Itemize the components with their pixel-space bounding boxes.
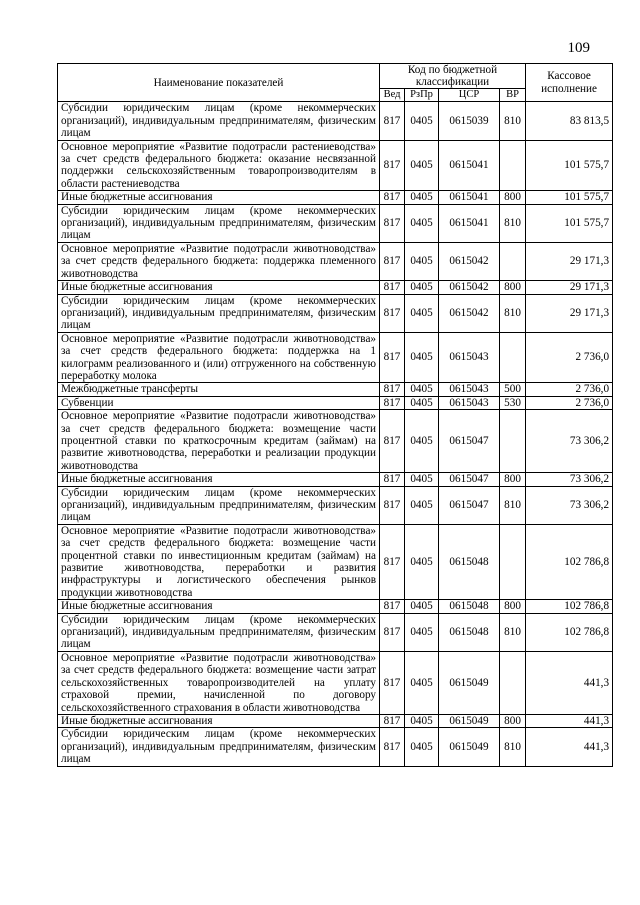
row-name: Субсидии юридическим лицам (кроме некоммерческих организаций), индивидуальным предпринимателям, физическим лицам <box>58 294 380 332</box>
row-csr: 0615041 <box>439 191 500 204</box>
row-ved: 817 <box>380 242 405 280</box>
row-vr: 810 <box>500 294 526 332</box>
row-rzpr: 0405 <box>405 332 439 383</box>
row-vr: 800 <box>500 600 526 613</box>
row-rzpr: 0405 <box>405 714 439 727</box>
row-csr: 0615048 <box>439 613 500 651</box>
row-ved: 817 <box>380 102 405 140</box>
row-vr: 810 <box>500 204 526 242</box>
row-name: Субсидии юридическим лицам (кроме некоммерческих организаций), индивидуальным предпринимателям, физическим лицам <box>58 728 380 766</box>
row-vr <box>500 140 526 191</box>
row-vr <box>500 242 526 280</box>
row-csr: 0615041 <box>439 204 500 242</box>
row-rzpr: 0405 <box>405 281 439 294</box>
row-amount: 101 575,7 <box>526 191 613 204</box>
row-ved: 817 <box>380 396 405 409</box>
row-vr <box>500 524 526 599</box>
row-name: Иные бюджетные ассигнования <box>58 191 380 204</box>
row-amount: 2 736,0 <box>526 332 613 383</box>
row-vr: 530 <box>500 396 526 409</box>
row-ved: 817 <box>380 410 405 473</box>
row-vr <box>500 410 526 473</box>
row-vr <box>500 651 526 714</box>
row-rzpr: 0405 <box>405 473 439 486</box>
row-amount: 441,3 <box>526 651 613 714</box>
table-row <box>58 651 613 714</box>
row-name: Субсидии юридическим лицам (кроме некоммерческих организаций), индивидуальным предпринимателям, физическим лицам <box>58 204 380 242</box>
row-amount: 29 171,3 <box>526 281 613 294</box>
table-row <box>58 281 613 294</box>
row-csr: 0615049 <box>439 728 500 766</box>
page-number: 109 <box>567 40 590 56</box>
row-name: Основное мероприятие «Развитие подотрасли животноводства» за счет средств федерального бюджета: возмещение части процентной ставки по инвестиционным кредитам (займам) на развитие животноводства, переработки и развития инфраструктуры и логистического обеспечения рынков продукции животноводства <box>58 524 380 599</box>
row-amount: 2 736,0 <box>526 383 613 396</box>
header-rzpr: РзПр <box>405 89 439 102</box>
row-amount: 102 786,8 <box>526 600 613 613</box>
row-rzpr: 0405 <box>405 651 439 714</box>
row-amount: 101 575,7 <box>526 204 613 242</box>
row-vr: 810 <box>500 613 526 651</box>
header-name: Наименование показателей <box>58 64 380 102</box>
row-name: Основное мероприятие «Развитие подотрасли животноводства» за счет средств федерального бюджета: поддержка на 1 килограмм реализованного и (или) отгруженного на собственную переработку молока <box>58 332 380 383</box>
table-row <box>58 600 613 613</box>
table-row <box>58 473 613 486</box>
row-amount: 441,3 <box>526 728 613 766</box>
row-ved: 817 <box>380 383 405 396</box>
table-row <box>58 524 613 599</box>
row-vr: 810 <box>500 728 526 766</box>
header-execution: Кассовое исполнение <box>526 64 613 102</box>
row-amount: 29 171,3 <box>526 242 613 280</box>
row-csr: 0615048 <box>439 600 500 613</box>
row-ved: 817 <box>380 714 405 727</box>
row-vr: 810 <box>500 102 526 140</box>
row-ved: 817 <box>380 191 405 204</box>
row-ved: 817 <box>380 651 405 714</box>
row-csr: 0615041 <box>439 140 500 191</box>
row-rzpr: 0405 <box>405 204 439 242</box>
row-csr: 0615047 <box>439 473 500 486</box>
row-vr: 800 <box>500 191 526 204</box>
row-csr: 0615043 <box>439 332 500 383</box>
row-vr: 800 <box>500 281 526 294</box>
row-csr: 0615047 <box>439 410 500 473</box>
row-ved: 817 <box>380 204 405 242</box>
row-rzpr: 0405 <box>405 486 439 524</box>
table-row <box>58 204 613 242</box>
row-rzpr: 0405 <box>405 728 439 766</box>
row-csr: 0615049 <box>439 651 500 714</box>
table-row <box>58 383 613 396</box>
table-row <box>58 191 613 204</box>
row-name: Иные бюджетные ассигнования <box>58 600 380 613</box>
row-ved: 817 <box>380 600 405 613</box>
table-row <box>58 102 613 140</box>
row-ved: 817 <box>380 613 405 651</box>
table-row <box>58 486 613 524</box>
row-csr: 0615042 <box>439 281 500 294</box>
row-amount: 101 575,7 <box>526 140 613 191</box>
row-csr: 0615042 <box>439 294 500 332</box>
row-amount: 29 171,3 <box>526 294 613 332</box>
row-amount: 73 306,2 <box>526 473 613 486</box>
row-name: Иные бюджетные ассигнования <box>58 281 380 294</box>
row-vr: 810 <box>500 486 526 524</box>
row-amount: 73 306,2 <box>526 486 613 524</box>
row-rzpr: 0405 <box>405 524 439 599</box>
row-ved: 817 <box>380 524 405 599</box>
row-amount: 441,3 <box>526 714 613 727</box>
table-row <box>58 332 613 383</box>
table-row <box>58 410 613 473</box>
row-rzpr: 0405 <box>405 102 439 140</box>
table-row <box>58 714 613 727</box>
row-name: Иные бюджетные ассигнования <box>58 714 380 727</box>
row-ved: 817 <box>380 473 405 486</box>
table-row <box>58 140 613 191</box>
row-ved: 817 <box>380 281 405 294</box>
header-vr: ВР <box>500 89 526 102</box>
row-name: Основное мероприятие «Развитие подотрасли животноводства» за счет средств федерального бюджета: возмещение части процентной ставки по краткосрочным кредитам (займам) на развитие животноводства, переработки и реализации продукции животноводства <box>58 410 380 473</box>
row-rzpr: 0405 <box>405 396 439 409</box>
row-name: Основное мероприятие «Развитие подотрасли животноводства» за счет средств федерального бюджета: поддержка племенного животноводства <box>58 242 380 280</box>
row-ved: 817 <box>380 140 405 191</box>
table-row <box>58 613 613 651</box>
table-row <box>58 728 613 766</box>
row-amount: 73 306,2 <box>526 410 613 473</box>
row-name: Субвенции <box>58 396 380 409</box>
table-row <box>58 242 613 280</box>
row-rzpr: 0405 <box>405 383 439 396</box>
row-vr <box>500 332 526 383</box>
row-name: Субсидии юридическим лицам (кроме некоммерческих организаций), индивидуальным предпринимателям, физическим лицам <box>58 102 380 140</box>
table-header <box>58 64 613 102</box>
row-amount: 2 736,0 <box>526 396 613 409</box>
row-rzpr: 0405 <box>405 191 439 204</box>
row-name: Основное мероприятие «Развитие подотрасли растениеводства» за счет средств федерального бюджета: оказание несвязанной поддержки сельскохозяйственным товаропроизводителям в области растениеводства <box>58 140 380 191</box>
header-csr: ЦСР <box>439 89 500 102</box>
budget-table <box>57 63 613 767</box>
row-csr: 0615042 <box>439 242 500 280</box>
row-ved: 817 <box>380 728 405 766</box>
row-csr: 0615047 <box>439 486 500 524</box>
row-rzpr: 0405 <box>405 613 439 651</box>
row-vr: 800 <box>500 473 526 486</box>
row-ved: 817 <box>380 486 405 524</box>
table-row <box>58 294 613 332</box>
row-vr: 500 <box>500 383 526 396</box>
row-rzpr: 0405 <box>405 294 439 332</box>
row-csr: 0615043 <box>439 396 500 409</box>
row-amount: 102 786,8 <box>526 524 613 599</box>
row-csr: 0615049 <box>439 714 500 727</box>
row-rzpr: 0405 <box>405 140 439 191</box>
row-ved: 817 <box>380 332 405 383</box>
row-vr: 800 <box>500 714 526 727</box>
row-rzpr: 0405 <box>405 242 439 280</box>
row-rzpr: 0405 <box>405 410 439 473</box>
table-body <box>58 102 613 766</box>
row-csr: 0615039 <box>439 102 500 140</box>
row-csr: 0615043 <box>439 383 500 396</box>
row-name: Субсидии юридическим лицам (кроме некоммерческих организаций), индивидуальным предпринимателям, физическим лицам <box>58 486 380 524</box>
row-name: Основное мероприятие «Развитие подотрасли животноводства» за счет средств федерального бюджета: возмещение части затрат сельскохозяйственных товаропроизводителей на уплату страховой премии, начисленной по договору сельскохозяйственного страхования в области животноводства <box>58 651 380 714</box>
row-amount: 83 813,5 <box>526 102 613 140</box>
row-name: Иные бюджетные ассигнования <box>58 473 380 486</box>
row-ved: 817 <box>380 294 405 332</box>
row-name: Субсидии юридическим лицам (кроме некоммерческих организаций), индивидуальным предпринимателям, физическим лицам <box>58 613 380 651</box>
header-code-group: Код по бюджетной классификации <box>380 64 526 89</box>
table-row <box>58 396 613 409</box>
row-amount: 102 786,8 <box>526 613 613 651</box>
row-csr: 0615048 <box>439 524 500 599</box>
row-rzpr: 0405 <box>405 600 439 613</box>
header-ved: Вед <box>380 89 405 102</box>
row-name: Межбюджетные трансферты <box>58 383 380 396</box>
